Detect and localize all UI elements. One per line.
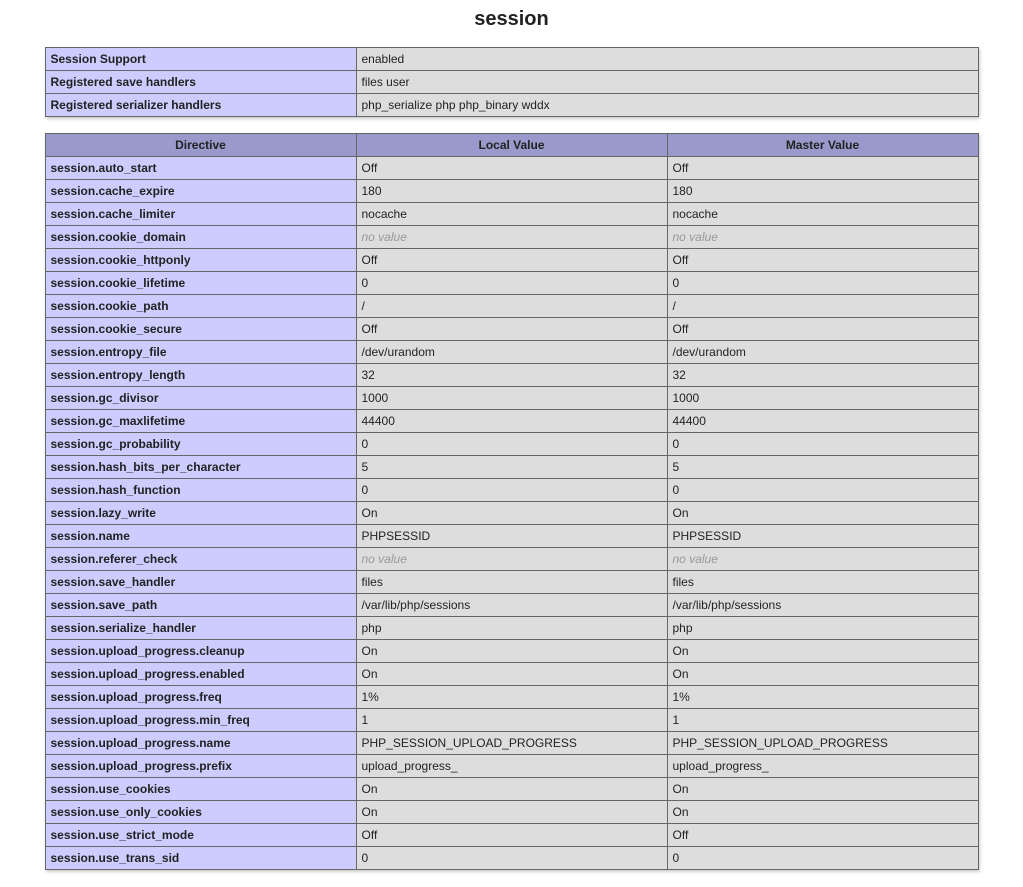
local-value-cell: 1000: [356, 387, 667, 410]
directive-name-cell: session.cookie_lifetime: [45, 272, 356, 295]
directive-row: [45, 341, 978, 364]
directive-name-cell: session.cache_expire: [45, 180, 356, 203]
support-label-cell: Registered serializer handlers: [45, 94, 356, 117]
local-value-cell: /dev/urandom: [356, 341, 667, 364]
master-value-cell: On: [667, 640, 978, 663]
column-header-local-value: Local Value: [356, 134, 667, 157]
directive-row: [45, 295, 978, 318]
directive-name-cell: session.lazy_write: [45, 502, 356, 525]
directive-name-cell: session.upload_progress.name: [45, 732, 356, 755]
support-row: [45, 48, 978, 71]
directive-row: [45, 433, 978, 456]
master-value-cell: PHP_SESSION_UPLOAD_PROGRESS: [667, 732, 978, 755]
local-value-cell: nocache: [356, 203, 667, 226]
local-value-cell: [356, 226, 667, 249]
master-value-cell: nocache: [667, 203, 978, 226]
directive-row: [45, 755, 978, 778]
directive-row: [45, 571, 978, 594]
master-value-cell: 5: [667, 456, 978, 479]
local-value-cell: On: [356, 640, 667, 663]
directive-name-cell: session.referer_check: [45, 548, 356, 571]
local-value-cell: 1%: [356, 686, 667, 709]
directive-name-cell: session.name: [45, 525, 356, 548]
directive-row: [45, 732, 978, 755]
master-value-cell: 44400: [667, 410, 978, 433]
directive-row: [45, 709, 978, 732]
local-value-cell: files: [356, 571, 667, 594]
directive-row: [45, 594, 978, 617]
directive-name-cell: session.upload_progress.min_freq: [45, 709, 356, 732]
master-value-cell: php: [667, 617, 978, 640]
directive-name-cell: session.upload_progress.cleanup: [45, 640, 356, 663]
directive-name-cell: session.upload_progress.freq: [45, 686, 356, 709]
master-value-cell: 0: [667, 479, 978, 502]
directive-row: [45, 456, 978, 479]
local-value-cell: On: [356, 502, 667, 525]
directive-row: [45, 203, 978, 226]
directive-name-cell: session.gc_probability: [45, 433, 356, 456]
directive-name-cell: session.save_path: [45, 594, 356, 617]
local-value-cell: Off: [356, 249, 667, 272]
master-value-cell: 1%: [667, 686, 978, 709]
section-title: session: [474, 8, 549, 30]
no-value-text: no value: [672, 552, 718, 566]
directive-row: [45, 663, 978, 686]
master-value-cell: On: [667, 663, 978, 686]
local-value-cell: 1: [356, 709, 667, 732]
directive-name-cell: session.hash_bits_per_character: [45, 456, 356, 479]
master-value-cell: Off: [667, 249, 978, 272]
support-label-cell: Registered save handlers: [45, 71, 356, 94]
master-value-cell: Off: [667, 318, 978, 341]
local-value-cell: 0: [356, 847, 667, 870]
no-value-text: no value: [361, 552, 407, 566]
support-row: [45, 71, 978, 94]
directive-name-cell: session.use_trans_sid: [45, 847, 356, 870]
local-value-cell: On: [356, 663, 667, 686]
directive-row: [45, 387, 978, 410]
directive-name-cell: session.cookie_path: [45, 295, 356, 318]
master-value-cell: 32: [667, 364, 978, 387]
directive-row: [45, 617, 978, 640]
local-value-cell: Off: [356, 824, 667, 847]
directive-name-cell: session.upload_progress.prefix: [45, 755, 356, 778]
master-value-cell: Off: [667, 824, 978, 847]
directive-row: [45, 479, 978, 502]
master-value-cell: 1: [667, 709, 978, 732]
directive-row: [45, 318, 978, 341]
master-value-cell: /: [667, 295, 978, 318]
support-label-cell: Session Support: [45, 48, 356, 71]
master-value-cell: /var/lib/php/sessions: [667, 594, 978, 617]
directive-row: [45, 410, 978, 433]
master-value-cell: upload_progress_: [667, 755, 978, 778]
directive-name-cell: session.upload_progress.enabled: [45, 663, 356, 686]
local-value-cell: /: [356, 295, 667, 318]
local-value-cell: php: [356, 617, 667, 640]
support-row: [45, 94, 978, 117]
directive-row: [45, 778, 978, 801]
master-value-cell: On: [667, 801, 978, 824]
support-value-cell: enabled: [356, 48, 978, 71]
directive-row: [45, 801, 978, 824]
local-value-cell: 180: [356, 180, 667, 203]
local-value-cell: 32: [356, 364, 667, 387]
session-directives-table: [45, 133, 979, 870]
master-value-cell: On: [667, 502, 978, 525]
local-value-cell: PHP_SESSION_UPLOAD_PROGRESS: [356, 732, 667, 755]
local-value-cell: 0: [356, 272, 667, 295]
directive-name-cell: session.cache_limiter: [45, 203, 356, 226]
master-value-cell: 0: [667, 272, 978, 295]
master-value-cell: Off: [667, 157, 978, 180]
master-value-cell: [667, 226, 978, 249]
local-value-cell: 0: [356, 433, 667, 456]
directive-name-cell: session.gc_maxlifetime: [45, 410, 356, 433]
directive-name-cell: session.entropy_length: [45, 364, 356, 387]
directive-name-cell: session.serialize_handler: [45, 617, 356, 640]
directive-name-cell: session.hash_function: [45, 479, 356, 502]
directive-row: [45, 548, 978, 571]
directive-name-cell: session.cookie_domain: [45, 226, 356, 249]
local-value-cell: On: [356, 778, 667, 801]
directive-name-cell: session.auto_start: [45, 157, 356, 180]
support-value-cell: php_serialize php php_binary wddx: [356, 94, 978, 117]
local-value-cell: Off: [356, 318, 667, 341]
master-value-cell: 0: [667, 847, 978, 870]
local-value-cell: Off: [356, 157, 667, 180]
directive-name-cell: session.cookie_httponly: [45, 249, 356, 272]
master-value-cell: 1000: [667, 387, 978, 410]
directive-row: [45, 226, 978, 249]
no-value-text: no value: [672, 230, 718, 244]
directive-row: [45, 640, 978, 663]
directive-name-cell: session.use_strict_mode: [45, 824, 356, 847]
directive-row: [45, 180, 978, 203]
local-value-cell: PHPSESSID: [356, 525, 667, 548]
master-value-cell: [667, 548, 978, 571]
directive-row: [45, 824, 978, 847]
directive-name-cell: session.use_cookies: [45, 778, 356, 801]
local-value-cell: 44400: [356, 410, 667, 433]
master-value-cell: /dev/urandom: [667, 341, 978, 364]
directive-row: [45, 847, 978, 870]
directive-row: [45, 364, 978, 387]
directive-name-cell: session.gc_divisor: [45, 387, 356, 410]
directives-header-row: [45, 134, 978, 157]
directive-row: [45, 502, 978, 525]
session-support-table: [45, 47, 979, 117]
local-value-cell: upload_progress_: [356, 755, 667, 778]
master-value-cell: files: [667, 571, 978, 594]
directive-row: [45, 249, 978, 272]
local-value-cell: [356, 548, 667, 571]
column-header-master-value: Master Value: [667, 134, 978, 157]
directive-row: [45, 157, 978, 180]
support-value-cell: files user: [356, 71, 978, 94]
directive-row: [45, 272, 978, 295]
local-value-cell: 5: [356, 456, 667, 479]
phpinfo-session-page: [8, 8, 1015, 870]
no-value-text: no value: [361, 230, 407, 244]
directive-row: [45, 525, 978, 548]
directive-row: [45, 686, 978, 709]
master-value-cell: 180: [667, 180, 978, 203]
directive-name-cell: session.cookie_secure: [45, 318, 356, 341]
local-value-cell: On: [356, 801, 667, 824]
local-value-cell: 0: [356, 479, 667, 502]
local-value-cell: /var/lib/php/sessions: [356, 594, 667, 617]
directive-name-cell: session.use_only_cookies: [45, 801, 356, 824]
master-value-cell: On: [667, 778, 978, 801]
directive-name-cell: session.save_handler: [45, 571, 356, 594]
directive-name-cell: session.entropy_file: [45, 341, 356, 364]
master-value-cell: 0: [667, 433, 978, 456]
master-value-cell: PHPSESSID: [667, 525, 978, 548]
column-header-directive: Directive: [45, 134, 356, 157]
